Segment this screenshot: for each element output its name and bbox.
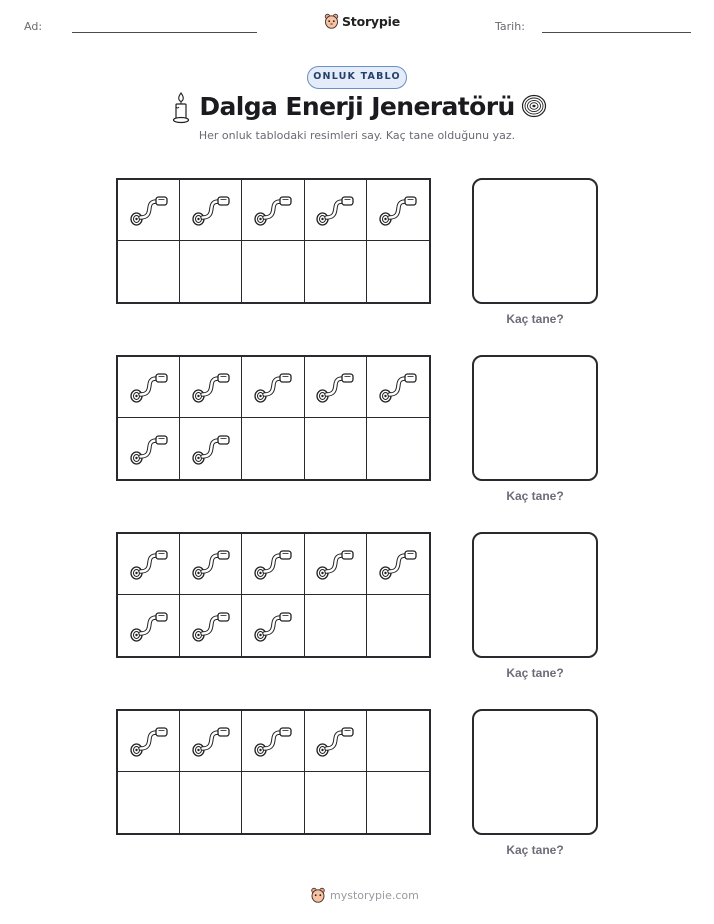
coil-icon [521,94,547,118]
ten-frame-cell [118,241,180,302]
answer-question: Kaç tane? [506,843,564,857]
wave-energy-generator-icon [315,192,355,228]
answer-box[interactable] [472,532,598,658]
ten-frame-cell [242,772,304,833]
ten-frame-cell [118,595,180,656]
ten-frame-cell [242,241,304,302]
wave-energy-generator-icon [191,431,231,467]
ten-frame-cell [305,534,367,595]
ten-frame-cell [242,711,304,772]
wave-energy-generator-icon [129,369,169,405]
ten-frame-cell [180,772,242,833]
name-write-line[interactable] [72,32,257,33]
mascot-icon [310,887,326,903]
answer-question: Kaç tane? [506,489,564,503]
ten-frame-cell [305,711,367,772]
ten-frame-cell [180,711,242,772]
ten-frame-cell [367,241,429,302]
wave-energy-generator-icon [253,608,293,644]
ten-frame-cell [367,180,429,241]
wave-energy-generator-icon [315,546,355,582]
worksheet-title: Dalga Enerji Jeneratörü [199,92,515,121]
ten-frame-cell [180,418,242,479]
wave-energy-generator-icon [378,369,418,405]
wave-energy-generator-icon [129,192,169,228]
date-write-line[interactable] [542,32,691,33]
wave-energy-generator-icon [315,369,355,405]
ten-frame-cell [118,418,180,479]
worksheet-type-badge: ONLUK TABLO [307,66,407,89]
wave-energy-generator-icon [191,546,231,582]
ten-frame-cell [367,595,429,656]
mascot-icon [324,13,339,29]
ten-frame-cell [180,534,242,595]
brand-name: Storypie [342,13,400,29]
ten-frame [116,532,431,658]
ten-frame-cell [118,357,180,418]
wave-energy-generator-icon [253,369,293,405]
ten-frame-cell [367,418,429,479]
ten-frame-cell [118,180,180,241]
wave-energy-generator-icon [378,192,418,228]
ten-frame-cell [242,418,304,479]
answer-box[interactable] [472,709,598,835]
wave-energy-generator-icon [378,546,418,582]
wave-energy-generator-icon [129,723,169,759]
ten-frame-cell [242,595,304,656]
ten-frame-cell [367,357,429,418]
ten-frame-cell [180,357,242,418]
answer-question: Kaç tane? [506,312,564,326]
wave-energy-generator-icon [191,608,231,644]
answer-box[interactable] [472,178,598,304]
wave-energy-generator-icon [129,546,169,582]
footer-url[interactable]: mystorypie.com [330,888,419,902]
wave-energy-generator-icon [253,546,293,582]
ten-frame-cell [118,534,180,595]
ten-frame-cell [180,180,242,241]
ten-frame [116,709,431,835]
ten-frame-cell [367,772,429,833]
wave-energy-generator-icon [191,192,231,228]
footer [310,887,419,903]
brand-logo [324,13,400,29]
ten-frame-cell [180,241,242,302]
wave-energy-generator-icon [253,192,293,228]
ten-frame-cell [242,534,304,595]
instructions: Her onluk tablodaki resimleri say. Kaç tane olduğunu yaz. [198,129,516,142]
ten-frame-cell [118,711,180,772]
ten-frame-cell [305,418,367,479]
ten-frame-cell [180,595,242,656]
wave-energy-generator-icon [253,723,293,759]
wave-energy-generator-icon [129,608,169,644]
wave-energy-generator-icon [191,723,231,759]
ten-frame-cell [305,241,367,302]
answer-box[interactable] [472,355,598,481]
wave-energy-generator-icon [129,431,169,467]
ten-frame-cell [242,357,304,418]
ten-frame-cell [305,595,367,656]
ten-frame-cell [118,772,180,833]
wave-energy-generator-icon [191,369,231,405]
ten-frame-cell [305,357,367,418]
ten-frame [116,355,431,481]
ten-frame-cell [367,711,429,772]
ten-frame-cell [305,772,367,833]
ten-frame-cell [242,180,304,241]
answer-question: Kaç tane? [506,666,564,680]
wave-energy-generator-icon [315,723,355,759]
name-label: Ad: [24,20,43,33]
ten-frame-cell [367,534,429,595]
ten-frame [116,178,431,304]
date-label: Tarih: [495,20,525,33]
ten-frame-cell [305,180,367,241]
